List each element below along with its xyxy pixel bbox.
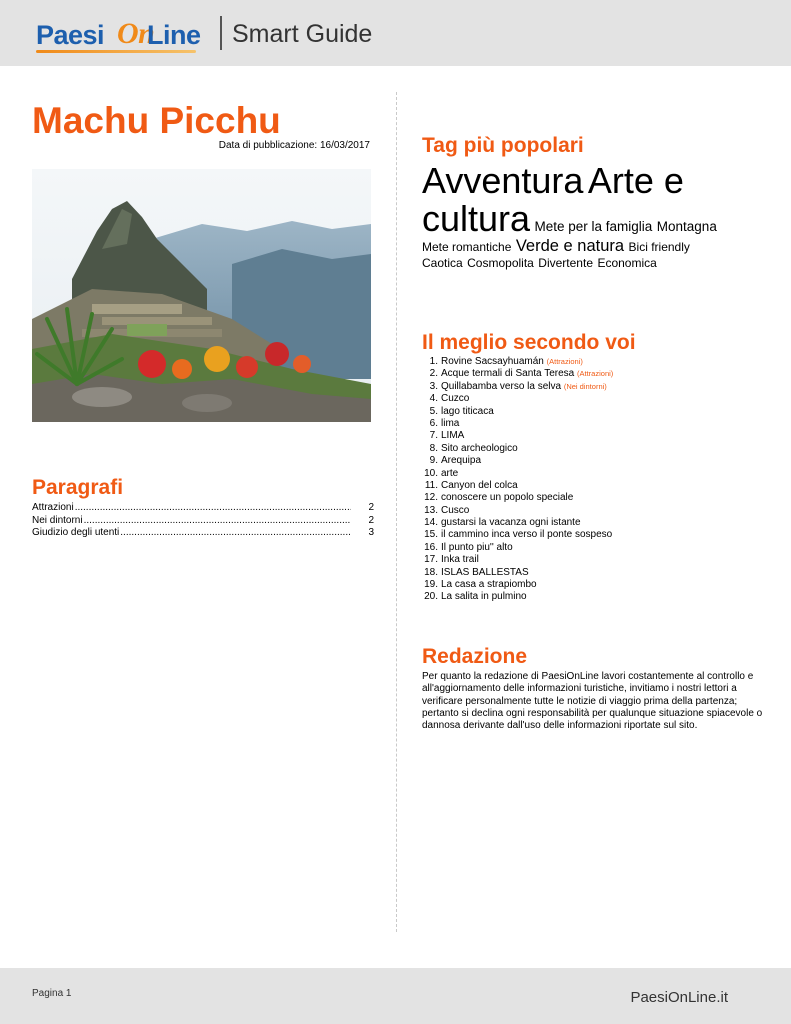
section-title-redazione: Redazione xyxy=(422,645,528,668)
ranking-name: arte xyxy=(441,467,459,479)
toc-page: 2 xyxy=(368,502,374,513)
ranking-name: LIMA xyxy=(441,430,465,442)
toc-page: 3 xyxy=(368,527,374,538)
ranking-name: Il punto piu'' alto xyxy=(441,541,513,553)
footer-band xyxy=(0,968,791,1024)
page-number: Pagina 1 xyxy=(32,988,72,999)
ranking-name: Cuzco xyxy=(441,393,470,405)
tag-link[interactable]: Cosmopolita xyxy=(467,256,534,271)
ranking-item[interactable] xyxy=(422,480,613,492)
ranking-name: conoscere un popolo speciale xyxy=(441,492,574,504)
toc-leader xyxy=(120,527,351,540)
ranking-number: 7. xyxy=(429,430,438,442)
toc-leader xyxy=(84,515,351,528)
ranking-item[interactable] xyxy=(422,455,613,467)
header-divider xyxy=(220,16,222,50)
section-title-tags: Tag più popolari xyxy=(422,134,584,157)
tag-link[interactable]: Verde e natura xyxy=(515,236,625,255)
ranking-name: Inka trail xyxy=(441,554,479,566)
ranking-item[interactable] xyxy=(422,443,613,455)
ranking-number: 10. xyxy=(424,467,438,479)
ranking-number: 19. xyxy=(424,579,438,591)
ranking-name: La salita in pulmino xyxy=(441,591,527,603)
ranking-number: 1. xyxy=(429,356,438,367)
ranking-name: Sito archeologico xyxy=(441,442,518,454)
ranking-number: 12. xyxy=(424,492,438,504)
ranking-number: 16. xyxy=(424,541,438,553)
ranking-name: Rovine Sacsayhuamán xyxy=(441,356,544,367)
ranking-item[interactable] xyxy=(422,591,613,603)
section-title-best: Il meglio secondo voi xyxy=(422,331,636,354)
toc-row[interactable] xyxy=(32,515,374,528)
ranking-number: 2. xyxy=(429,368,438,380)
ranking-item[interactable] xyxy=(422,406,613,418)
ranking-item[interactable] xyxy=(422,579,613,591)
ranking-name: Quillabamba verso la selva xyxy=(441,380,562,392)
ranking-number: 13. xyxy=(424,504,438,516)
ranking-number: 8. xyxy=(429,442,438,454)
toc-label: Attrazioni xyxy=(32,502,74,513)
tag-link[interactable]: Avventura xyxy=(422,160,584,201)
ranking-item[interactable] xyxy=(422,430,613,442)
ranking-number: 4. xyxy=(429,393,438,405)
toc-row[interactable] xyxy=(32,527,374,540)
toc-label: Nei dintorni xyxy=(32,514,83,526)
ranking-item[interactable] xyxy=(422,529,613,541)
toc-page: 2 xyxy=(368,514,374,526)
ranking-item[interactable] xyxy=(422,393,613,405)
tag-link[interactable]: Bici friendly xyxy=(628,239,690,254)
logo-text-on: On xyxy=(117,17,155,50)
ranking-number: 11. xyxy=(424,479,438,491)
ranking-category: (Attrazioni) xyxy=(577,369,614,379)
ranking-number: 14. xyxy=(424,517,438,529)
redazione-disclaimer: Per quanto la redazione di PaesiOnLine lavori costantemente al controllo e all'aggiornamento delle informazioni turistiche, invitiamo i nostri lettori a verificare personalmente tutte le notizie di viaggio prima della partenza; pertanto si declina ogni responsabilità per qualunque situazione spiacevole o dannosa derivante dall'uso delle informazioni riportate sul sito. xyxy=(422,671,763,732)
tag-link[interactable]: Mete romantiche xyxy=(422,239,512,254)
ranking-number: 3. xyxy=(429,380,438,392)
ranking-name: Canyon del colca xyxy=(441,479,518,491)
logo-text-line: Line xyxy=(147,20,201,50)
header-band xyxy=(0,0,791,66)
ranking-item[interactable] xyxy=(422,542,613,554)
ranking-number: 9. xyxy=(429,455,438,467)
ranking-item[interactable] xyxy=(422,554,613,566)
ranking-item[interactable] xyxy=(422,418,613,430)
toc-leader xyxy=(75,502,351,515)
ranking-name: Arequipa xyxy=(441,455,482,467)
toc-row[interactable] xyxy=(32,502,374,515)
column-separator xyxy=(396,92,397,932)
header-title: Smart Guide xyxy=(232,20,373,48)
ranking-name: il cammino inca verso il ponte sospeso xyxy=(441,529,613,541)
ranking-number: 20. xyxy=(424,591,438,603)
tag-link[interactable]: Divertente xyxy=(538,256,593,271)
ranking-item[interactable] xyxy=(422,468,613,480)
publication-date: Data di pubblicazione: 16/03/2017 xyxy=(218,140,370,151)
ranking-item[interactable] xyxy=(422,505,613,517)
tag-cloud xyxy=(422,162,767,272)
ranking-name: ISLAS BALLESTAS xyxy=(441,566,529,578)
ranking-name: Acque termali di Santa Teresa xyxy=(441,368,575,380)
tag-link[interactable]: Mete per la famiglia xyxy=(534,218,653,234)
tag-link[interactable]: Caotica xyxy=(422,256,463,271)
page-title: Machu Picchu xyxy=(32,100,281,141)
ranking-category: (Nei dintorni) xyxy=(563,381,607,391)
tag-link[interactable]: Montagna xyxy=(656,218,717,234)
ranking-name: lago titicaca xyxy=(441,405,494,417)
ranking-item[interactable] xyxy=(422,381,613,393)
tag-link[interactable]: Economica xyxy=(597,256,657,271)
ranking-name: La casa a strapiombo xyxy=(441,579,537,591)
ranking-name: Cusco xyxy=(441,504,470,516)
machu-picchu-photo xyxy=(32,169,371,422)
ranking-item[interactable] xyxy=(422,492,613,504)
ranking-number: 18. xyxy=(424,566,438,578)
ranking-name: gustarsi la vacanza ogni istante xyxy=(441,517,581,529)
ranking-number: 6. xyxy=(429,417,438,429)
ranking-number: 5. xyxy=(429,405,438,417)
ranking-category: (Attrazioni) xyxy=(546,357,583,366)
logo-text-paesi: Paesi xyxy=(36,20,105,50)
ranking-number: 15. xyxy=(424,529,438,541)
ranking-list xyxy=(422,356,613,604)
footer-site-link[interactable]: PaesiOnLine.it xyxy=(630,989,728,1006)
ranking-item[interactable] xyxy=(422,517,613,529)
toc-label: Giudizio degli utenti xyxy=(32,527,120,538)
ranking-item[interactable] xyxy=(422,356,613,368)
ranking-name: lima xyxy=(441,417,460,429)
logo-swoosh xyxy=(36,50,196,53)
ranking-item[interactable] xyxy=(422,368,613,380)
section-title-paragrafi: Paragrafi xyxy=(32,476,124,499)
tag-link[interactable]: Arte e cultura xyxy=(422,160,684,239)
table-of-contents xyxy=(32,502,374,540)
ranking-number: 17. xyxy=(424,554,438,566)
ranking-item[interactable] xyxy=(422,567,613,579)
